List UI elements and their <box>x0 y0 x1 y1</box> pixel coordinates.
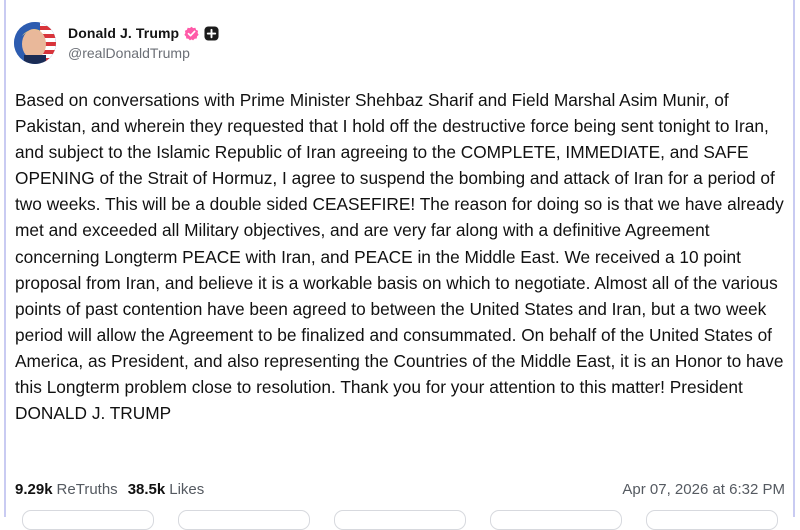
post-timestamp[interactable]: Apr 07, 2026 at 6:32 PM <box>622 480 785 498</box>
like-action-button[interactable] <box>334 510 466 530</box>
author-display-name[interactable]: Donald J. Trump <box>68 25 180 41</box>
share-action-button[interactable] <box>490 510 622 530</box>
author-names <box>68 25 219 61</box>
retruths-label: ReTruths <box>56 480 118 498</box>
post-header <box>14 18 219 68</box>
name-row <box>68 25 219 41</box>
verified-badge-icon <box>184 26 199 41</box>
avatar[interactable] <box>14 22 56 64</box>
post-body-text: Based on conversations with Prime Minister Shehbaz Sharif and Field Marshal Asim Munir, of Pakistan, and wherein they requested that I hold off the destructive force being sent tonight to Iran, and subject to the Islamic Republic of Iran agreeing to the COMPLETE, IMMEDIATE, and SAFE OPENING of the Strait of Hormuz, I agree to suspend the bombing and attack of Iran for a period of two weeks. This will be a double sided CEASEFIRE! The reason for doing so is that we have already met and exceeded all Military objectives, and are very far along with a definitive Agreement concerning Longterm PEACE with Iran, and PEACE in the Middle East. We received a 10 point proposal from Iran, and believe it is a workable basis on which to negotiate. Almost all of the various points of past contention have been agreed to between the United States and Iran, but a two week period will allow the Agreement to be finalized and consummated. On behalf of the United States of America, as President, and also representing the Countries of the Middle East, it is an Honor to have this Longterm problem close to resolution. Thank you for your attention to this matter! President DONALD J. TRUMP <box>15 90 789 424</box>
retruths-stat[interactable] <box>15 481 118 498</box>
likes-count: 38.5k <box>127 480 166 498</box>
likes-label: Likes <box>169 480 205 498</box>
plus-square-icon[interactable] <box>204 26 219 41</box>
retruths-count: 9.29k <box>15 480 53 498</box>
likes-stat[interactable] <box>128 481 205 498</box>
post-stats <box>15 478 785 500</box>
retruth-action-button[interactable] <box>178 510 310 530</box>
author-handle[interactable]: @realDonaldTrump <box>68 45 190 61</box>
reply-action-button[interactable] <box>22 510 154 530</box>
action-bar <box>0 510 800 520</box>
more-action-button[interactable] <box>646 510 778 530</box>
